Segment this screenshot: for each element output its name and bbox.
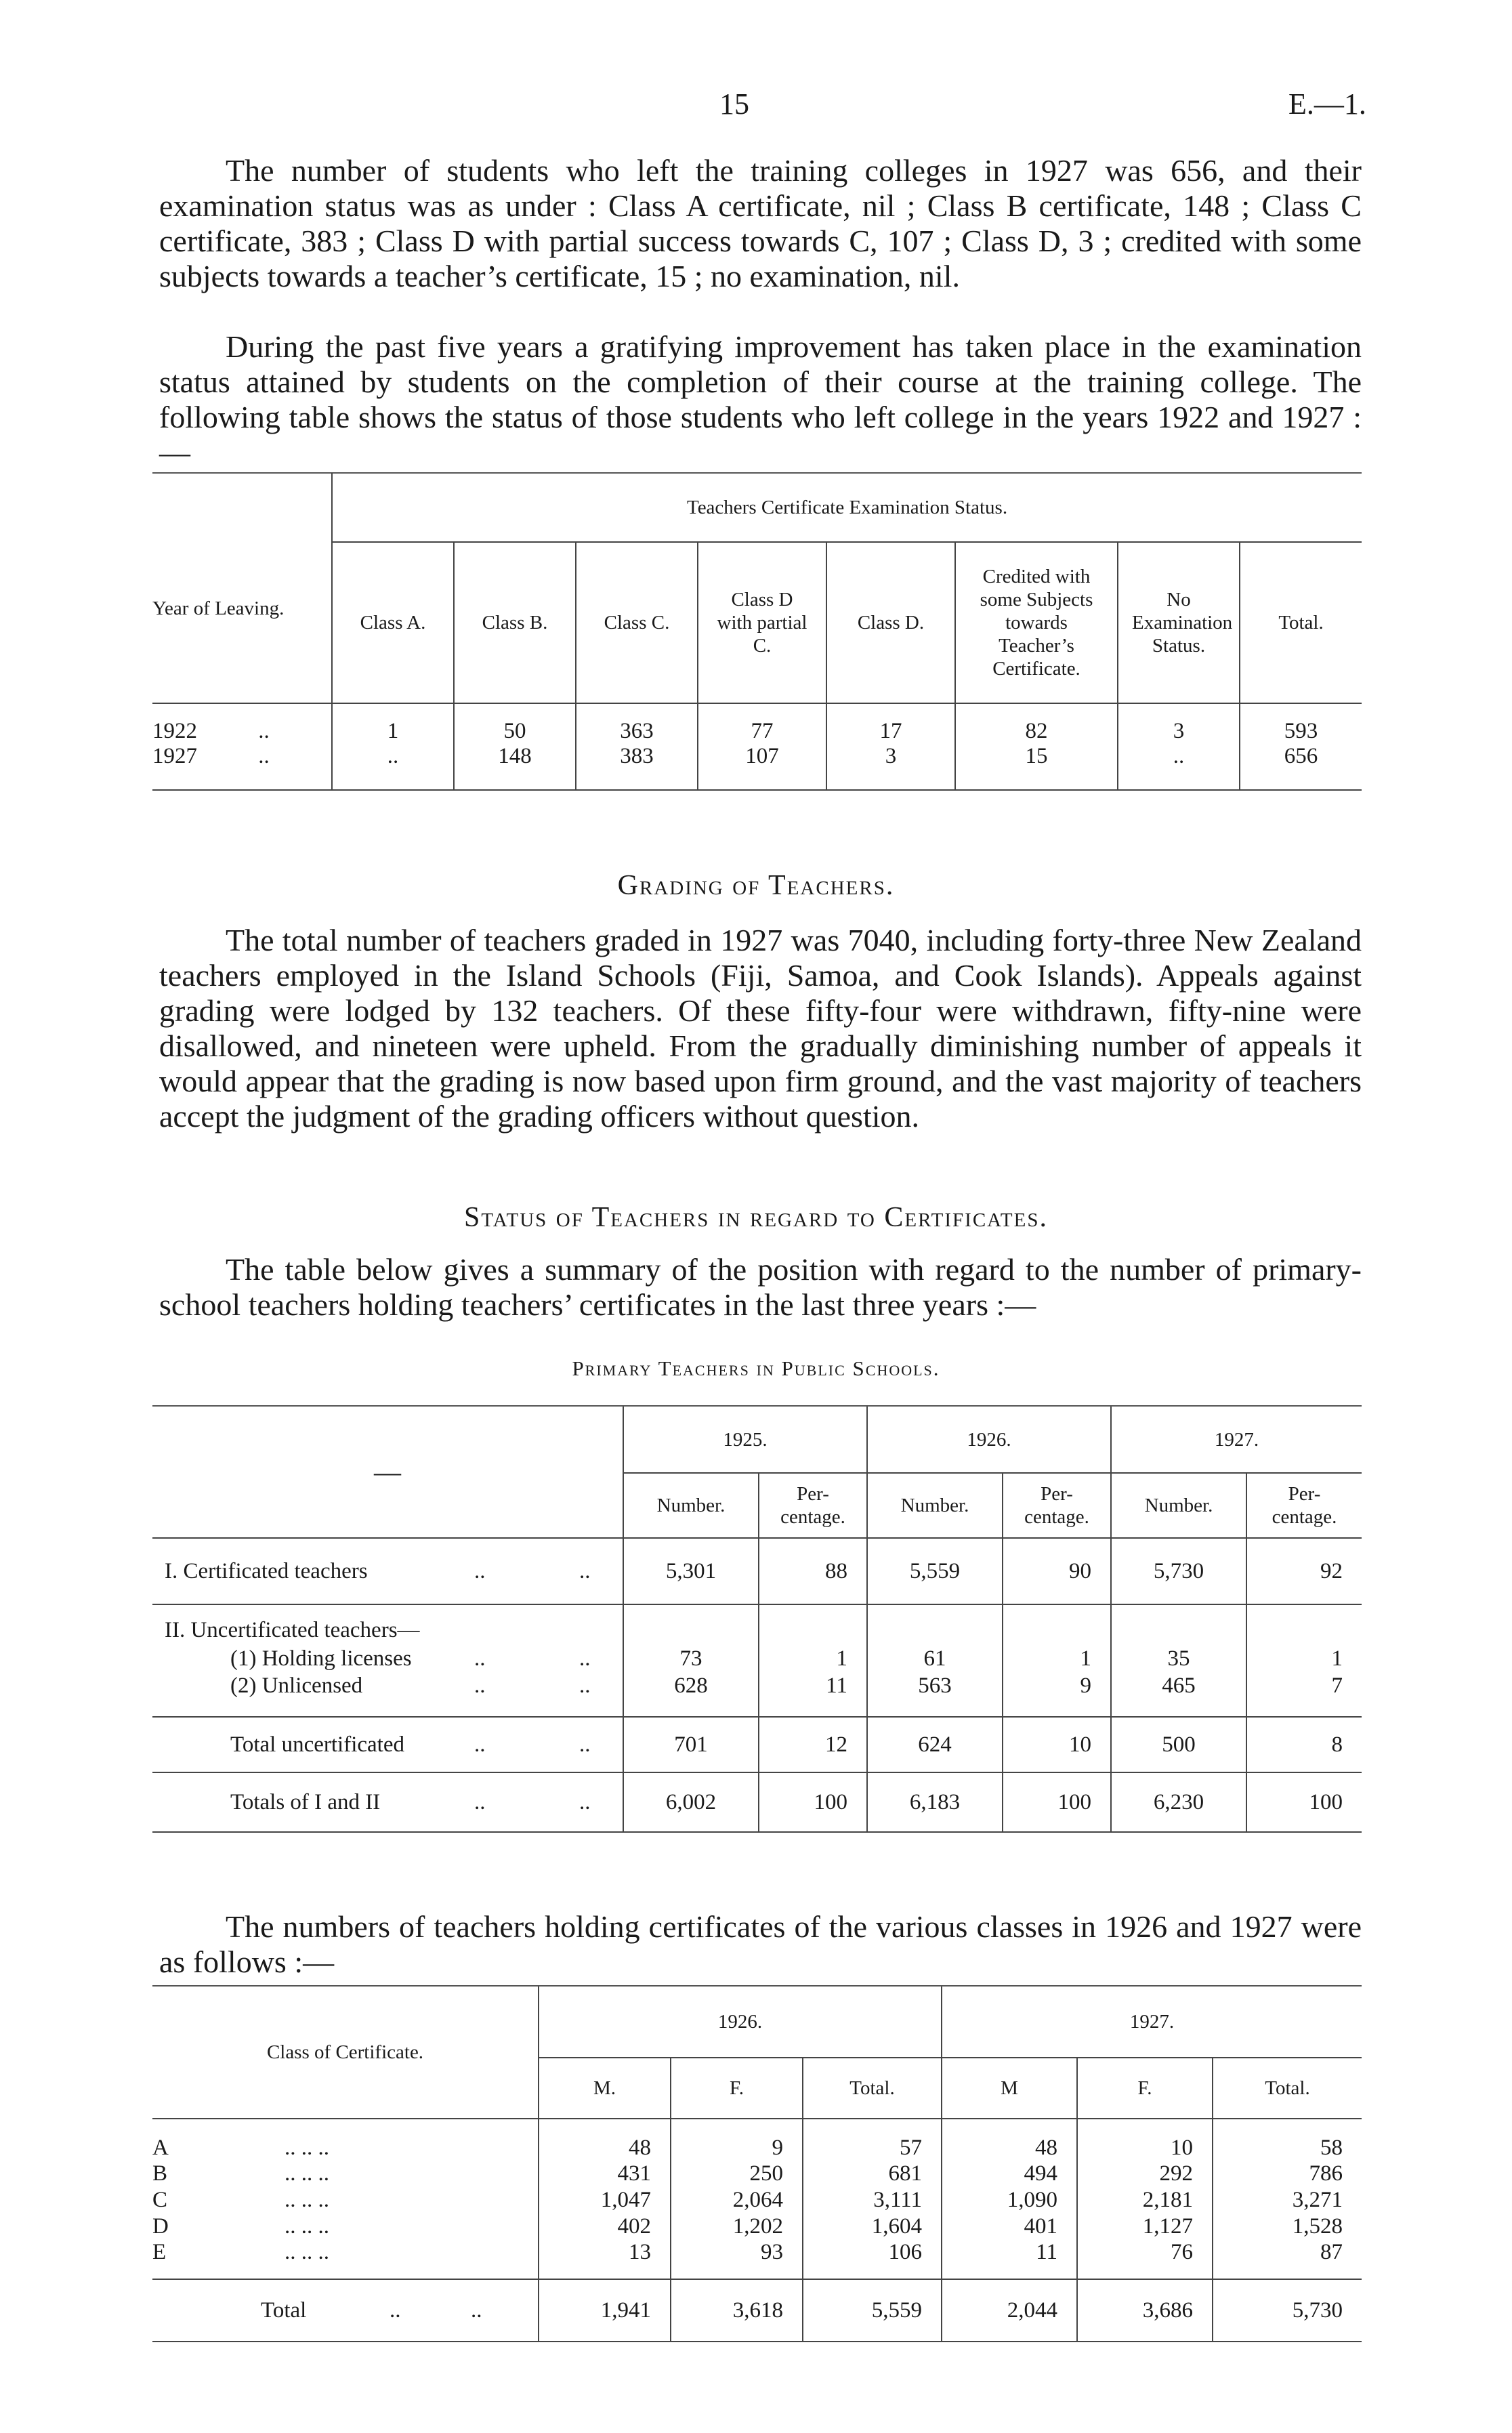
page-number: 15 xyxy=(719,87,749,121)
cell-value: .. xyxy=(332,744,454,790)
cell-value: 107 xyxy=(698,744,826,790)
cell-value: 35 xyxy=(1111,1644,1246,1673)
primary-teachers-table xyxy=(152,1407,1362,1833)
cell-value: 87 xyxy=(1213,2240,1362,2279)
cell-value: 401 xyxy=(942,2213,1077,2240)
leader-dots: .. .. .. xyxy=(285,2240,329,2264)
year-of-leaving-header: Year of Leaving. xyxy=(152,597,285,619)
cell-value: 593 xyxy=(1240,703,1362,744)
cell-value: 3,271 xyxy=(1213,2187,1362,2213)
cell-value: 100 xyxy=(1246,1772,1362,1832)
row-class-b xyxy=(152,2161,539,2187)
leader-dots: .. xyxy=(579,1789,591,1814)
row-class-c xyxy=(152,2187,539,2213)
cell-value: 1 xyxy=(332,703,454,744)
cell-value: 1,604 xyxy=(803,2213,942,2240)
percentage-header: Per-centage. xyxy=(1003,1473,1111,1538)
training-college-status-table xyxy=(152,473,1362,791)
row-class-e xyxy=(152,2240,539,2279)
percentage-header: Per-centage. xyxy=(1246,1473,1362,1538)
cell-value: 48 xyxy=(942,2119,1077,2161)
col-f-1927: F. xyxy=(1077,2058,1213,2119)
leader-dots: .. xyxy=(579,1646,591,1671)
row-label: (1) Holding licenses xyxy=(230,1646,412,1671)
class-label: C xyxy=(152,2188,168,2212)
year-header-1925: 1925. xyxy=(623,1407,867,1473)
row-class-a xyxy=(152,2119,539,2161)
cell-value: 1,202 xyxy=(671,2213,803,2240)
row-label-uncertificated: II. Uncertificated teachers— xyxy=(165,1618,420,1642)
cell-value: 73 xyxy=(623,1644,759,1673)
cell-value: 3,618 xyxy=(671,2279,803,2342)
cell-value: 82 xyxy=(955,703,1118,744)
year-header-1927: 1927. xyxy=(942,1987,1362,2058)
cell-value: 93 xyxy=(671,2240,803,2279)
cell-value: 148 xyxy=(454,744,576,790)
cell-value: 12 xyxy=(759,1717,867,1772)
cell-value: 2,181 xyxy=(1077,2187,1213,2213)
paragraph-certificate-classes: The numbers of teachers holding certificates of the various classes in 1926 and 1927 were as follows :— xyxy=(159,1909,1362,1979)
cell-value: 1,127 xyxy=(1077,2213,1213,2240)
leader-dots: .. xyxy=(474,1558,486,1583)
number-header: Number. xyxy=(867,1473,1003,1538)
cell-value: 77 xyxy=(698,703,826,744)
cell-value: 3 xyxy=(826,744,955,790)
cell-value: 292 xyxy=(1077,2161,1213,2187)
cell-value: 6,230 xyxy=(1111,1772,1246,1832)
cell-value: 11 xyxy=(759,1673,867,1717)
row-label-total-uncertificated xyxy=(152,1717,623,1772)
cell-value: 563 xyxy=(867,1673,1003,1717)
col-no-exam: No Examination Status. xyxy=(1118,542,1240,703)
row-label-totals xyxy=(152,1772,623,1832)
leader-dots: .. xyxy=(474,1673,486,1698)
cell-value: 5,730 xyxy=(1111,1538,1246,1604)
cell-value: 5,301 xyxy=(623,1538,759,1604)
cell-value: 100 xyxy=(1003,1772,1111,1832)
paragraph-grading: The total number of teachers graded in 1927 was 7040, including forty-three New Zealand teachers employed in the Island Schools (Fiji, Samoa, and Cook Islands). Appeals against grading were lodged by 132 teachers. Of these fifty-four were withdrawn, fifty-nine were disallowed, and nineteen were upheld. From the gradually diminishing number of appeals it would appear that the grading is now based upon firm ground, and the vast majority of teachers accept the judgment of the grading officers without question. xyxy=(159,923,1362,1134)
cell-value: 1 xyxy=(759,1644,867,1673)
cell-value: 57 xyxy=(803,2119,942,2161)
row-label: Total xyxy=(261,2297,307,2323)
year-header-1927: 1927. xyxy=(1111,1407,1362,1473)
class-label: E xyxy=(152,2240,167,2264)
percentage-header: Per-centage. xyxy=(759,1473,867,1538)
row-label-certificated xyxy=(152,1538,623,1604)
cell-value: 8 xyxy=(1246,1717,1362,1772)
cell-value: 494 xyxy=(942,2161,1077,2187)
leader-dots: .. .. .. xyxy=(285,2161,329,2186)
cell-value: 383 xyxy=(576,744,698,790)
leader-dots: .. .. .. xyxy=(285,2214,329,2239)
row-total xyxy=(152,2279,539,2342)
cell-value: 1 xyxy=(1003,1644,1111,1673)
cell-value: 431 xyxy=(539,2161,671,2187)
cell-value: 100 xyxy=(759,1772,867,1832)
heading-status-of-teachers: Status of Teachers in regard to Certificates. xyxy=(464,1202,1048,1233)
table2-blank-header: — xyxy=(374,1457,401,1487)
cell-value: 363 xyxy=(576,703,698,744)
row-label: Total uncertificated xyxy=(230,1732,404,1757)
cell-value: 48 xyxy=(539,2119,671,2161)
cell-value: 10 xyxy=(1077,2119,1213,2161)
leader-dots: .. xyxy=(579,1732,591,1757)
cell-value: 681 xyxy=(803,2161,942,2187)
cell-value: 88 xyxy=(759,1538,867,1604)
col-class-a: Class A. xyxy=(332,542,454,703)
col-class-b: Class B. xyxy=(454,542,576,703)
row-label: Totals of I and II xyxy=(230,1789,381,1814)
col-class-d-partial: Class D with partial C. xyxy=(698,542,826,703)
cell-value: 9 xyxy=(671,2119,803,2161)
col-m-1926: M. xyxy=(539,2058,671,2119)
col-total-1927: Total. xyxy=(1213,2058,1362,2119)
cell-value: 656 xyxy=(1240,744,1362,790)
cell-value: 1,047 xyxy=(539,2187,671,2213)
cell-value: 13 xyxy=(539,2240,671,2279)
cell-value: 2,044 xyxy=(942,2279,1077,2342)
cell-value: 58 xyxy=(1213,2119,1362,2161)
cell-value: 1,528 xyxy=(1213,2213,1362,2240)
leader-dots: .. xyxy=(579,1673,591,1698)
leader-dots: .. xyxy=(579,1558,591,1583)
cell-value: 786 xyxy=(1213,2161,1362,2187)
col-class-c: Class C. xyxy=(576,542,698,703)
cell-value: 5,559 xyxy=(803,2279,942,2342)
cell-value: 92 xyxy=(1246,1538,1362,1604)
cell-value: 3 xyxy=(1118,703,1240,744)
cell-value: 624 xyxy=(867,1717,1003,1772)
cell-value: 402 xyxy=(539,2213,671,2240)
leader-dots: .. xyxy=(258,719,270,743)
cell-value: 5,559 xyxy=(867,1538,1003,1604)
table-row xyxy=(152,703,332,744)
cell-value: 1,941 xyxy=(539,2279,671,2342)
table-row xyxy=(152,744,332,790)
cell-value: 61 xyxy=(867,1644,1003,1673)
col-f-1926: F. xyxy=(671,2058,803,2119)
leader-dots: .. .. .. xyxy=(285,2188,329,2212)
paragraph-summary: The table below gives a summary of the position with regard to the number of primary-school teachers holding teachers’ certificates in the last three years :— xyxy=(159,1252,1362,1322)
cell-value: 3,686 xyxy=(1077,2279,1213,2342)
row-label: (2) Unlicensed xyxy=(230,1673,363,1698)
leader-dots: .. xyxy=(474,1789,486,1814)
cell-value: 90 xyxy=(1003,1538,1111,1604)
class-label: D xyxy=(152,2214,169,2239)
year-header-1926: 1926. xyxy=(867,1407,1111,1473)
cell-value: 628 xyxy=(623,1673,759,1717)
col-class-d: Class D. xyxy=(826,542,955,703)
cell-value: 500 xyxy=(1111,1717,1246,1772)
leader-dots: .. xyxy=(390,2297,401,2323)
cell-value: 50 xyxy=(454,703,576,744)
heading-grading-of-teachers: Grading of Teachers. xyxy=(617,870,895,901)
leader-dots: .. xyxy=(471,2297,482,2323)
cell-value: 106 xyxy=(803,2240,942,2279)
row-label-holding xyxy=(152,1644,623,1673)
cell-value: 17 xyxy=(826,703,955,744)
cell-value: 701 xyxy=(623,1717,759,1772)
number-header: Number. xyxy=(623,1473,759,1538)
cell-value: 11 xyxy=(942,2240,1077,2279)
col-credited: Credited with some Subjects towards Teacher’s Certificate. xyxy=(955,542,1118,703)
certificate-classes-table xyxy=(152,1987,1362,2342)
col-m-1927: M xyxy=(942,2058,1077,2119)
paragraph-students-left: The number of students who left the training colleges in 1927 was 656, and their examination status was as under : Class A certificate, nil ; Class B certificate, 148 ; Class C certificate, 383 ; Class D with partial success towards C, 107 ; Class D, 3 ; credited with some subjects towards a teacher’s certificate, 15 ; no examination, nil. xyxy=(159,153,1362,293)
document-reference: E.—1. xyxy=(1288,87,1366,121)
exam-status-group-header: Teachers Certificate Examination Status. xyxy=(332,473,1362,542)
cell-value: 76 xyxy=(1077,2240,1213,2279)
cell-value: 5,730 xyxy=(1213,2279,1362,2342)
col-total-1926: Total. xyxy=(803,2058,942,2119)
year-header-1926: 1926. xyxy=(539,1987,942,2058)
cell-value: 2,064 xyxy=(671,2187,803,2213)
row-class-d xyxy=(152,2213,539,2240)
row-label-unlicensed xyxy=(152,1673,623,1717)
cell-value: 6,183 xyxy=(867,1772,1003,1832)
table2-caption: Primary Teachers in Public Schools. xyxy=(572,1356,940,1380)
cell-value: 10 xyxy=(1003,1717,1111,1772)
number-header: Number. xyxy=(1111,1473,1246,1538)
row-year: 1922 xyxy=(152,719,197,743)
cell-value: 3,111 xyxy=(803,2187,942,2213)
cell-value: 250 xyxy=(671,2161,803,2187)
paragraph-improvement: During the past five years a gratifying improvement has taken place in the examination status attained by students on the completion of their course at the training college. The following table shows the status of those students who left college in the years 1922 and 1927 :— xyxy=(159,329,1362,470)
class-of-certificate-header: Class of Certificate. xyxy=(266,2041,424,2063)
cell-value: 9 xyxy=(1003,1673,1111,1717)
cell-value: 7 xyxy=(1246,1673,1362,1717)
cell-value: 465 xyxy=(1111,1673,1246,1717)
leader-dots: .. .. .. xyxy=(285,2136,329,2160)
cell-value: 1 xyxy=(1246,1644,1362,1673)
row-year: 1927 xyxy=(152,744,197,768)
class-label: B xyxy=(152,2161,168,2186)
row-label: I. Certificated teachers xyxy=(165,1558,368,1583)
cell-value: .. xyxy=(1118,744,1240,790)
leader-dots: .. xyxy=(258,744,270,768)
leader-dots: .. xyxy=(474,1646,486,1671)
col-total: Total. xyxy=(1240,542,1362,703)
class-label: A xyxy=(152,2136,169,2160)
leader-dots: .. xyxy=(474,1732,486,1757)
cell-value: 1,090 xyxy=(942,2187,1077,2213)
cell-value: 15 xyxy=(955,744,1118,790)
cell-value: 6,002 xyxy=(623,1772,759,1832)
